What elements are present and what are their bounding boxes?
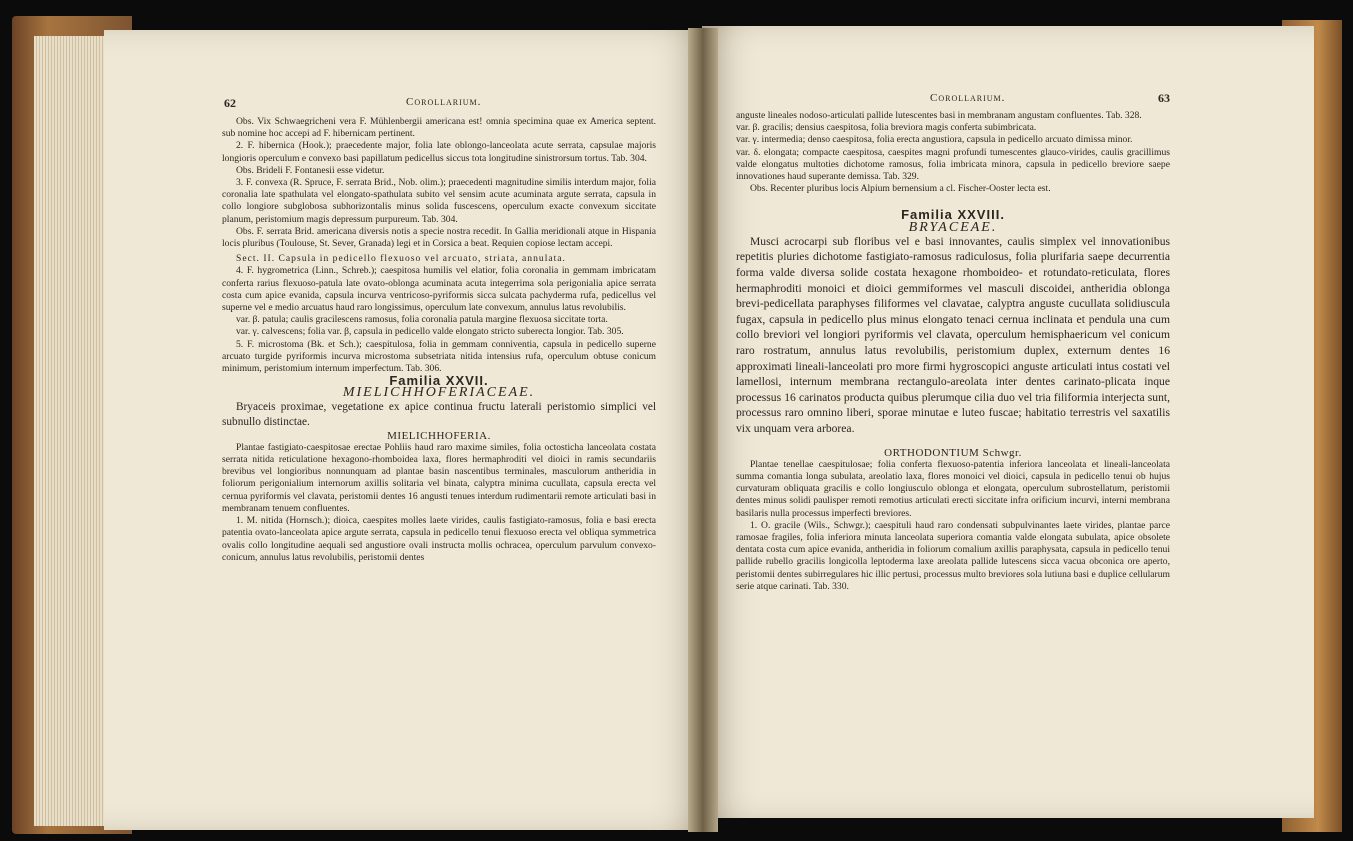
species-entry: 1. M. nitida (Hornsch.); dioica, caespites molles laete virides, caulis fastigiato-ramosus, folia e basi erecta patentia ovato-lanceolata apice argute serrata, capsula in pedicello tenui flexuoso erecta vel obliqua symmetrica ovalis collo longitudine aequali sed angustiore ovali instructa mollis ochracea, operculum parvulum convexo-conicum, annulus latus revolubilis, peristomii dentes: [222, 515, 656, 563]
variety-entry: var. γ. calvescens; folia var. β, capsula in pedicello valde elongato stricto suberecta longior. Tab. 305.: [236, 326, 624, 338]
species-entry: 5. F. microstoma (Bk. et Sch.); caespitulosa, folia in gemmam conniventia, capsula in pedicello superne arcuato turgide pyriformis incurva microstoma subsetriata nitida intensius rufa, operculum obtuse conicum minimum, peristomium internum imperfectum. Tab. 306.: [222, 338, 656, 375]
right-page-text: [736, 110, 1170, 593]
book-gutter: [688, 28, 718, 832]
family-description: Musci acrocarpi sub floribus vel e basi innovantes, caulis simplex vel innovationibus repetitis pluries dichotome fastigiato-ramosus radiculosus, folia plurifaria saepe decurrentia forma valde diversa solide costata hexagone rhomboideo- et rotundato-reticulata, flores hermaphroditi monoici et dioici gemmiformes vel masculi discoidei, antheridia oblonga brevi-pedicellata paraphyses filiformes vel clavatae, calyptra anguste cucullata solidiuscula fugax, capsula in pedicello plus minus elongato tenaci cernua inclinata et pendula una cum collo breviori vel longiori pyriformis vel clavata, operculum hemisphaericum vel conicum raro rostratum, annulus latus revolubilis, peristomium duplex, externum dentes 16 approximati lineali-lanceolati pro more firmi hygroscopici anguste articulati intus costati vel lamellosi, internum membrana rectangulo-areolata inter dentes carinato-plicata inque processus 16 carinatos producta quibus plerumque cilia duo vel tria filiformia interjecta sunt, processus raro omnino liberi, sporae minutae e luteo fuscae; habitatio terrestris vel saxatilis vix unquam vera arborea.: [736, 234, 1170, 435]
page-number-right: 63: [1158, 91, 1170, 105]
running-head-right: Corollarium.: [930, 92, 1006, 104]
species-entry: 1. O. gracile (Wils., Schwgr.); caespituli haud raro condensati subpulvinantes laete virides, plantae parce ramosae fragiles, folia inferiora minuta lanceolata superiora comantia valde elongata subulata, apice obsolete dentata costa cum apice evanida, antheridia in foliorum comalium axillis paraphysata, capsula in pedicello tenui pallide rubello gracilis longicolla leptoderma laxe areolata pallide lutescens sicca vacua obconica ore aperto, peristomii dentes subirregulares hic illic pertusi, processus multo breviores sola lutiuna basi e duplice cellularum serie atque carinati. Tab. 330.: [736, 519, 1170, 592]
paragraph: anguste lineales nodoso-articulati pallide lutescentes basi in membranam angustam confluentes. Tab. 328.: [736, 110, 1142, 121]
species-entry: 3. F. convexa (R. Spruce, F. serrata Brid., Nob. olim.); praecedenti magnitudine similis interdum major, folia coronalia late spathulata vel elongato-spathulata subito vel sensim acute acuminata argute serrata, capsula in collo longiore subglobosa subhorizontalis minus solida fuscescens, operculum exacte convexum siccitate planum, peristomium magis depressum purpureum. Tab. 304.: [222, 177, 656, 225]
variety-entry: var. γ. intermedia; denso caespitosa, folia erecta angustiora, capsula in pedicello arcuato dimissa minor.: [736, 134, 1133, 146]
page-number-left: 62: [224, 96, 236, 110]
genus-heading: ORTHODONTIUM Schwgr.: [884, 446, 1022, 459]
family-heading: Familia XXVIII.: [901, 207, 1005, 223]
family-heading: Familia XXVII.: [389, 373, 489, 389]
paragraph: Obs. Recenter pluribus locis Alpium bernensium a cl. Fischer-Ooster lecta est.: [750, 183, 1051, 195]
paragraph: Obs. F. serrata Brid. americana diversis notis a specie nostra recedit. In Gallia meridionali atque in Hispania locis pluribus (Toulouse, St. Sever, Granada) legi et in Corsica a beat. Requien copiose lectam accepi.: [222, 225, 656, 250]
variety-entry: var. β. patula; caulis gracilescens ramosus, folia coronalia patula margine flexuosa siccitate torta.: [236, 314, 608, 326]
family-description: Bryaceis proximae, vegetatione ex apice continua fructu laterali peristomio simplici vel subnullo distinctae.: [222, 400, 656, 428]
variety-entry: var. β. gracilis; densius caespitosa, folia breviora magis conferta subimbricata.: [736, 122, 1037, 134]
section-heading: Sect. II. Capsula in pedicello flexuoso vel arcuato, striata, annulata.: [236, 253, 566, 265]
species-entry: 2. F. hibernica (Hook.); praecedente major, folia late oblongo-lanceolata acute serrata, capsulae majoris longioris operculum e convexo basi papillatum pedicellus siccus tota longitudine sinistrorsum tortus. Tab. 304.: [222, 140, 656, 164]
family-name: BRYACEAE.: [908, 219, 998, 235]
genus-description: Plantae tenellae caespitulosae; folia conferta flexuoso-patentia inferiora lanceolata et lineali-lanceolata summa comantia longa subulata, areolatio laxa, flores monoici vel dioici, capsula in pedicello tenui ob hujus curvaturam obliquata gracilis e collo longiusculo oblonga et elongata, operculum subrostellatum, peristomii dentes minus solidi paulisper remoti remotius articulati erecti siccitate infra orificium incurvi, interni membrana basilaris nulla processus imperfecti breviores.: [736, 458, 1170, 519]
paragraph: Obs. Vix Schwaegricheni vera F. Mühlenbergii americana est! omnia specimina quae ex America septent. sub nomine hoc accepi ad F. hibernicam pertinent.: [222, 116, 656, 140]
variety-entry: var. δ. elongata; compacte caespitosa, caespites magni profundi tumescentes glauco-virides, caulis gracillimus valde elongatus multoties dichotome ramosus, folia imbricata minora, capsula in pedicello breviore saepe innovationes haud superante demissa. Tab. 329.: [736, 146, 1170, 183]
running-head-left: Corollarium.: [406, 96, 482, 108]
genus-description: Plantae fastigiato-caespitosae erectae Pohliis haud raro maxime similes, folia octosticha lanceolata costata serrata nitida reticulatione hexagono-rhomboidea laxa, flores hermaphroditi vel dioici in ramis secundariis brevibus vel longioribus nonnunquam ad plantae basin nascentibus terminales, masculorum antheridia in foliorum perigonialium internorum axillis solitaria vel binata, calyptra minima cucullata, capsula erecta vel cernua pyriformis vel clavata, peristomii dentes 16 angusti tenues interdum rudimentarii remote articulati basi in membranam tenuem confluentes.: [222, 441, 656, 514]
family-name: MIELICHHOFERIACEAE.: [342, 385, 536, 401]
genus-heading: MIELICHHOFERIA.: [387, 429, 491, 442]
left-page-text: [222, 116, 656, 564]
paragraph: Obs. Brideli F. Fontanesii esse videtur.: [236, 164, 385, 176]
species-entry: 4. F. hygrometrica (Linn., Schreb.); caespitosa humilis vel elatior, folia coronalia in gemmam imbricatam conferta rarius flexuoso-patula late ovato-oblonga acuminata acuta integerrima sola perigonialia apice serrata costa cum apice evanida, capsula incurva ventricoso-pyriformis sicca sulcata pachyderma rufa, pedicellus vel superne vel e medio arcuatus haud raro longissimus, operculum late convexum, annulus latus revolubilis.: [222, 265, 656, 314]
